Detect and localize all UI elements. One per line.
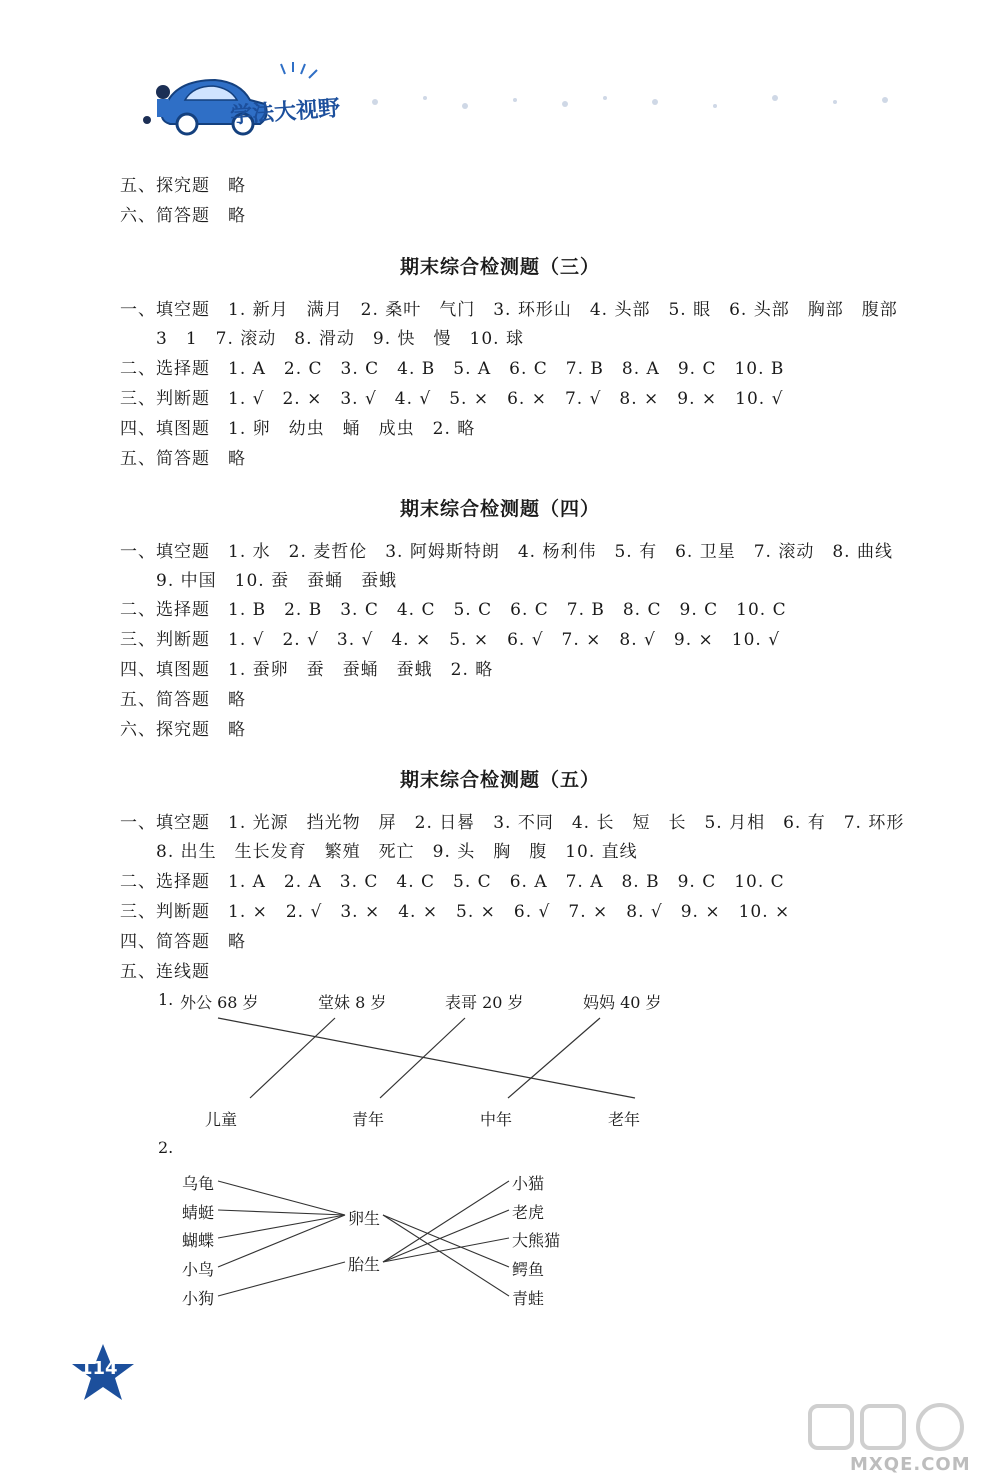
match2-right-3: 大熊猫 bbox=[512, 1231, 561, 1250]
section-4-title: 期末综合检测题（四） bbox=[399, 498, 600, 520]
match1-stage-3: 中年 bbox=[480, 1110, 513, 1129]
match1-person-4: 妈妈 40 岁 bbox=[583, 993, 662, 1012]
match2-middle-1: 卵生 bbox=[348, 1209, 381, 1228]
s4-line-6: 五、简答题 略 bbox=[120, 690, 246, 710]
s5-line-4: 三、判断题 1. × 2. √ 3. × 4. × 5. × 6. √ 7. × 8. √ 9. × 10. × bbox=[120, 902, 791, 922]
match2-right-2: 老虎 bbox=[512, 1203, 545, 1222]
watermark-text: MXQE.COM bbox=[850, 1454, 971, 1475]
page-number: 114 bbox=[80, 1358, 118, 1379]
match2-left-4: 小鸟 bbox=[182, 1260, 215, 1279]
watermark-icon bbox=[800, 1398, 990, 1458]
s3-line-4: 三、判断题 1. √ 2. × 3. √ 4. √ 5. × 6. × 7. √ 8. × 9. × 10. √ bbox=[120, 389, 784, 409]
match2-prefix: 2. bbox=[158, 1138, 174, 1157]
s5-line-3: 二、选择题 1. A 2. A 3. C 4. C 5. C 6. A 7. A 8. B 9. C 10. C bbox=[120, 872, 785, 892]
s4-line-1: 一、填空题 1. 水 2. 麦哲伦 3. 阿姆斯特朗 4. 杨利伟 5. 有 6. 卫星 7. 滚动 8. 曲线 bbox=[120, 542, 893, 562]
s5-line-1: 一、填空题 1. 光源 挡光物 屏 2. 日晷 3. 不同 4. 长 短 长 5. 月相 6. 有 7. 环形 bbox=[120, 813, 905, 833]
s4-line-7: 六、探究题 略 bbox=[120, 720, 246, 740]
match1-stage-2: 青年 bbox=[352, 1110, 385, 1129]
match2-left-3: 蝴蝶 bbox=[182, 1231, 215, 1250]
s5-line-2: 8. 出生 生长发育 繁殖 死亡 9. 头 胸 腹 10. 直线 bbox=[156, 842, 638, 862]
match2-right-5: 青蛙 bbox=[512, 1289, 545, 1308]
section-5-title: 期末综合检测题（五） bbox=[399, 769, 600, 791]
match1-person-3: 表哥 20 岁 bbox=[445, 993, 524, 1012]
page-number-badge bbox=[68, 1342, 138, 1404]
match2-left-1: 乌龟 bbox=[182, 1174, 215, 1193]
s3-line-5: 四、填图题 1. 卵 幼虫 蛹 成虫 2. 略 bbox=[120, 419, 476, 439]
section-3-title: 期末综合检测题（三） bbox=[399, 256, 600, 278]
s5-line-6: 五、连线题 bbox=[120, 962, 210, 982]
match1-stage-1: 儿童 bbox=[205, 1110, 238, 1129]
match1-person-2: 堂妹 8 岁 bbox=[318, 993, 387, 1012]
match1-person-1: 外公 68 岁 bbox=[180, 993, 259, 1012]
s4-line-2: 9. 中国 10. 蚕 蚕蛹 蚕蛾 bbox=[156, 571, 398, 591]
s3-line-1: 一、填空题 1. 新月 满月 2. 桑叶 气门 3. 环形山 4. 头部 5. 眼 6. 头部 胸部 腹部 bbox=[120, 300, 898, 320]
prev-line-2: 六、简答题 略 bbox=[120, 206, 246, 226]
match1-prefix: 1. bbox=[158, 990, 174, 1009]
match2-left-2: 蜻蜓 bbox=[182, 1203, 215, 1222]
match2-right-4: 鳄鱼 bbox=[512, 1260, 545, 1279]
s3-line-3: 二、选择题 1. A 2. C 3. C 4. B 5. A 6. C 7. B 8. A 9. C 10. B bbox=[120, 359, 785, 379]
s3-line-2: 3 1 7. 滚动 8. 滑动 9. 快 慢 10. 球 bbox=[156, 329, 524, 349]
match2-left-5: 小狗 bbox=[182, 1289, 215, 1308]
match1-stage-4: 老年 bbox=[608, 1110, 641, 1129]
prev-line-1: 五、探究题 略 bbox=[120, 176, 246, 196]
match2-middle-2: 胎生 bbox=[348, 1255, 381, 1274]
s4-line-5: 四、填图题 1. 蚕卵 蚕 蚕蛹 蚕蛾 2. 略 bbox=[120, 660, 494, 680]
s3-line-6: 五、简答题 略 bbox=[120, 449, 246, 469]
s4-line-4: 三、判断题 1. √ 2. √ 3. √ 4. × 5. × 6. √ 7. × 8. √ 9. × 10. √ bbox=[120, 630, 781, 650]
s5-line-5: 四、简答题 略 bbox=[120, 932, 246, 952]
s4-line-3: 二、选择题 1. B 2. B 3. C 4. C 5. C 6. C 7. B 8. C 9. C 10. C bbox=[120, 600, 787, 620]
logo-text: 学法大视野 bbox=[229, 96, 341, 129]
match2-right-1: 小猫 bbox=[512, 1174, 545, 1193]
